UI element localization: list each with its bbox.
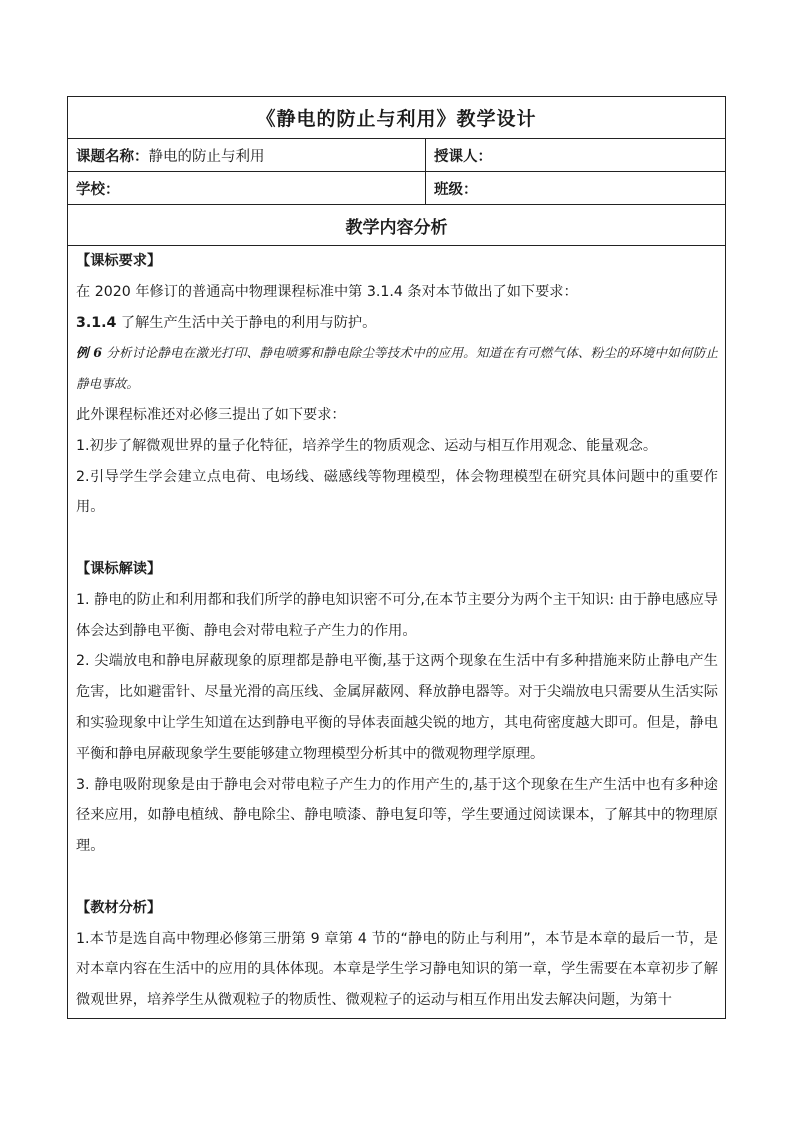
topic-value: 静电的防止与利用	[148, 148, 265, 165]
content-analysis-cell	[68, 246, 725, 1018]
paragraph: 在 2020 年修订的普通高中物理课程标准中第 3.1.4 条对本节做出了如下要求：	[76, 283, 578, 300]
spacer	[76, 862, 718, 893]
section-title: 教学内容分析	[68, 205, 725, 246]
lesson-plan-table	[67, 96, 726, 1019]
paragraph: 2. 尖端放电和静电屏蔽现象的原理都是静电平衡,基于这两个现象在生活中有多种措施来防止静电产生危害，比如避雷针、尽量光滑的高压线、金属屏蔽网、释放静电器等。对于尖端放电只需要从生活实际和实验现象中让学生知道在达到静电平衡的导体表面越尖锐的地方，其电荷密度越大即可。但是，静电平衡和静电屏蔽现象学生要能够建立物理模型分析其中的微观物理学原理。	[76, 653, 718, 762]
paragraph: 1. 静电的防止和利用都和我们所学的静电知识密不可分,在本节主要分为两个主干知识: 由于静电感应导体会达到静电平衡、静电会对带电粒子产生力的作用。	[76, 591, 718, 639]
paragraph: 2.引导学生学会建立点电荷、电场线、磁感线等物理模型，体会物理模型在研究具体问题中的重要作用。	[76, 468, 718, 516]
info-row-school	[68, 172, 725, 205]
class-label: 班级：	[434, 181, 478, 198]
school-label: 学校：	[76, 181, 120, 198]
teacher-label: 授课人：	[434, 148, 492, 165]
example-paragraph: 例 6 分析讨论静电在激光打印、静电喷雾和静电除尘等技术中的应用。知道在有可燃气体、粉尘的环境中如何防止静电事故。	[76, 345, 718, 392]
spacer	[76, 523, 718, 554]
info-row-topic	[68, 139, 725, 172]
paragraph: 3. 静电吸附现象是由于静电会对带电粒子产生力的作用产生的,基于这个现象在生产生活中也有多种途径来应用，如静电植绒、静电除尘、静电喷漆、静电复印等，学生要通过阅读课本，了解其中的物理原理。	[76, 776, 718, 855]
standard-number: 3.1.4	[76, 314, 117, 331]
document-title: 《静电的防止与利用》教学设计	[68, 97, 725, 139]
topic-label: 课题名称：	[76, 148, 149, 165]
textbook-analysis-heading: 【教材分析】	[76, 899, 162, 916]
school-cell	[68, 172, 426, 204]
standards-interpretation-heading: 【课标解读】	[76, 560, 162, 577]
paragraph: 此外课程标准还对必修三提出了如下要求：	[76, 406, 346, 423]
curriculum-requirements-heading: 【课标要求】	[76, 253, 162, 269]
paragraph: 3.1.4 了解生产生活中关于静电的利用与防护。	[76, 314, 377, 331]
example-label: 例 6	[76, 345, 103, 361]
paragraph: 1.初步了解微观世界的量子化特征，培养学生的物质观念、运动与相互作用观念、能量观念。	[76, 437, 658, 454]
class-cell	[426, 172, 725, 204]
paragraph: 1.本节是选自高中物理必修第三册第 9 章第 4 节的“静电的防止与利用”，本节是本章的最后一节，是对本章内容在生活中的应用的具体体现。本章是学生学习静电知识的第一章，学生需要在本章初步了解微观世界，培养学生从微观粒子的物质性、微观粒子的运动与相互作用出发去解决问题，为第十	[76, 930, 718, 1009]
teacher-cell	[426, 139, 725, 171]
topic-cell	[68, 139, 426, 171]
